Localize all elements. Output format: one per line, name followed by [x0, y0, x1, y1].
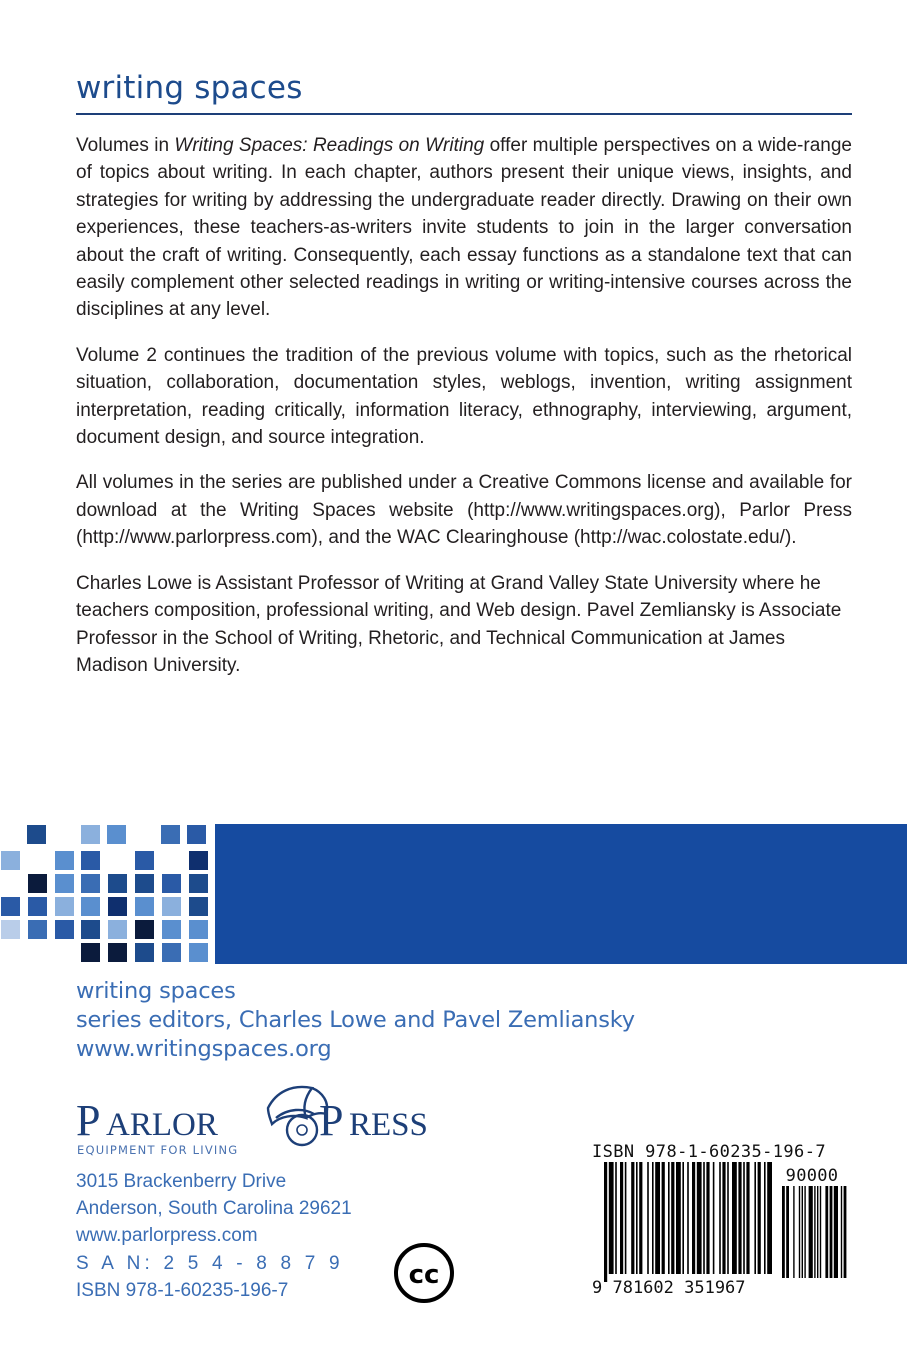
mosaic-tile	[134, 919, 155, 940]
barcode-bar	[671, 1162, 674, 1274]
mosaic-tile	[26, 824, 47, 845]
mosaic-tile	[107, 919, 128, 940]
barcode-bar	[668, 1162, 670, 1274]
barcode-bar	[804, 1186, 805, 1278]
mosaic-tile	[188, 896, 209, 917]
svg-text:ARLOR: ARLOR	[106, 1107, 218, 1143]
mosaic-tile	[186, 824, 207, 845]
paragraph-volumes-intro-lead: Volumes in	[76, 135, 175, 156]
mosaic-tile	[80, 824, 101, 845]
publisher-san: S A N: 2 5 4 - 8 8 7 9	[76, 1252, 344, 1274]
paragraph-license: All volumes in the series are published under a Creative Commons license and available for download at the Writing Spaces website (http://www.writingspaces.org), Parlor Press (http://www.parlorpress.com), and the WAC Clearinghouse (http://wac.colostate.edu/).	[76, 472, 852, 549]
address-city: Anderson, South Carolina 29621	[76, 1198, 352, 1220]
barcode-bar	[820, 1186, 821, 1278]
creative-commons-icon	[393, 1242, 455, 1304]
series-website: www.writingspaces.org	[76, 1036, 332, 1062]
barcode-bar	[609, 1162, 614, 1274]
barcode-bar	[746, 1162, 749, 1274]
mosaic-tile	[134, 850, 155, 871]
back-cover-description	[76, 132, 852, 697]
barcode-isbn-label: ISBN 978-1-60235-196-7	[592, 1142, 826, 1162]
barcode-bar	[809, 1186, 813, 1278]
barcode-bar	[697, 1162, 702, 1274]
barcode-bar	[647, 1162, 649, 1274]
address-street: 3015 Brackenberry Drive	[76, 1171, 287, 1192]
barcode-bar	[692, 1162, 695, 1274]
mosaic-tile	[0, 896, 21, 917]
barcode-bar	[782, 1186, 785, 1278]
mosaic-tile	[161, 919, 182, 940]
barcode-bar	[793, 1186, 794, 1278]
series-info	[76, 977, 635, 1064]
decorative-blue-band	[215, 824, 907, 964]
barcode-bar	[719, 1162, 721, 1274]
mosaic-tile	[0, 919, 21, 940]
barcode-bar	[687, 1162, 689, 1274]
barcode-bar	[615, 1162, 617, 1274]
barcode-bar	[825, 1186, 828, 1278]
barcode-bar	[620, 1162, 623, 1274]
paragraph-volumes-intro-text: offer multiple perspectives on a wide-range of topics about writing. In each chapter, authors present their unique views, insights, and strategies for writing by addressing the undergraduate reader directly. Drawing on their own experiences, these teachers-as-writers invite students to join in the larger conversation about the craft of writing. Consequently, each essay functions as a standalone text that can easily complement other selected readings in writing or writing-intensive courses across the disciplines at any level.	[76, 135, 852, 321]
mosaic-tile	[134, 942, 155, 963]
svg-text:RESS: RESS	[349, 1107, 428, 1143]
barcode-bar	[814, 1186, 815, 1278]
paragraph-editors-bio: Charles Lowe is Assistant Professor of Writing at Grand Valley State University where he teachers composition, professional writing, and Web design. Pavel Zemliansky is Associate Professor in the School of Writing, Rhetoric, and Technical Communication at James Madison University.	[76, 572, 842, 676]
mosaic-tile	[27, 873, 48, 894]
barcode-bar	[604, 1162, 607, 1282]
barcode-bar	[732, 1162, 737, 1274]
mosaic-tile	[54, 919, 75, 940]
publisher-tagline: EQUIPMENT FOR LIVING	[77, 1143, 239, 1157]
publisher-website: www.parlorpress.com	[76, 1225, 258, 1247]
barcode-price-code: 90000	[776, 1166, 848, 1186]
series-title: writing spaces	[76, 70, 303, 106]
barcode-bar	[682, 1162, 684, 1274]
mosaic-tile	[161, 873, 182, 894]
barcode-bar	[743, 1162, 745, 1274]
publisher-isbn: ISBN 978-1-60235-196-7	[76, 1279, 289, 1301]
mosaic-tile	[134, 896, 155, 917]
mosaic-tile	[107, 942, 128, 963]
barcode-bar	[706, 1162, 709, 1274]
mosaic-tile	[188, 873, 209, 894]
mosaic-tile	[54, 850, 75, 871]
mosaic-tile	[107, 896, 128, 917]
barcode-bar	[655, 1162, 660, 1274]
svg-text:P: P	[319, 1096, 344, 1145]
title-divider	[76, 113, 852, 115]
mosaic-tile	[106, 824, 127, 845]
mosaic-tile	[80, 850, 101, 871]
parlor-press-logo	[76, 1078, 456, 1158]
mosaic-tile	[188, 919, 209, 940]
barcode-bar	[631, 1162, 634, 1274]
barcode-digits: 9 781602 351967	[592, 1278, 746, 1298]
mosaic-tile	[188, 942, 209, 963]
barcode-bar	[802, 1186, 803, 1278]
barcode-bar	[754, 1162, 756, 1274]
mosaic-tile	[160, 824, 181, 845]
mosaic-tile	[54, 896, 75, 917]
barcode-bar	[636, 1162, 638, 1274]
publisher-address	[76, 1168, 352, 1304]
cc-label: cc	[408, 1260, 440, 1290]
mosaic-tile	[80, 873, 101, 894]
paragraph-volumes-intro	[76, 132, 852, 324]
barcode-bar	[764, 1162, 766, 1274]
barcode-bar	[703, 1162, 705, 1274]
barcode-bar	[830, 1186, 833, 1278]
barcode-bar	[758, 1162, 761, 1274]
barcode-bar	[652, 1162, 654, 1274]
barcode-bar	[844, 1186, 847, 1278]
mosaic-tile	[161, 896, 182, 917]
barcode-bar	[817, 1186, 818, 1278]
mosaic-tile	[27, 919, 48, 940]
svg-text:P: P	[76, 1096, 101, 1145]
decorative-tile-mosaic	[0, 824, 215, 964]
barcode-bar	[662, 1162, 665, 1274]
paragraph-volume-2: Volume 2 continues the tradition of the previous volume with topics, such as the rhetorical situation, collaboration, documentation styles, weblogs, invention, writing assignment interpretation, reading critically, information literacy, ethnography, interviewing, argument, document design, and source integration.	[76, 344, 852, 449]
mosaic-tile	[107, 873, 128, 894]
mosaic-tile	[134, 873, 155, 894]
series-editors: series editors, Charles Lowe and Pavel Zemliansky	[76, 1007, 635, 1033]
barcode-bar	[786, 1186, 789, 1278]
mosaic-tile	[80, 942, 101, 963]
barcode-bar	[767, 1162, 772, 1274]
barcode-bar	[639, 1162, 642, 1274]
barcode-bar	[713, 1162, 715, 1274]
barcode-bar	[841, 1186, 842, 1278]
mosaic-tile	[80, 919, 101, 940]
barcode-bar	[722, 1162, 725, 1274]
mosaic-tile	[80, 896, 101, 917]
mosaic-tile	[188, 850, 209, 871]
barcode-bar	[738, 1162, 741, 1274]
mosaic-tile	[54, 873, 75, 894]
barcode-bar	[727, 1162, 729, 1274]
barcode-bar	[625, 1162, 627, 1274]
barcode-bar	[799, 1186, 800, 1278]
mosaic-tile	[27, 896, 48, 917]
barcode-bar	[676, 1162, 681, 1274]
series-name: writing spaces	[76, 978, 236, 1004]
barcode-bar	[834, 1186, 838, 1278]
mosaic-tile	[161, 942, 182, 963]
mosaic-tile	[0, 850, 21, 871]
book-title: Writing Spaces: Readings on Writing	[174, 135, 485, 156]
